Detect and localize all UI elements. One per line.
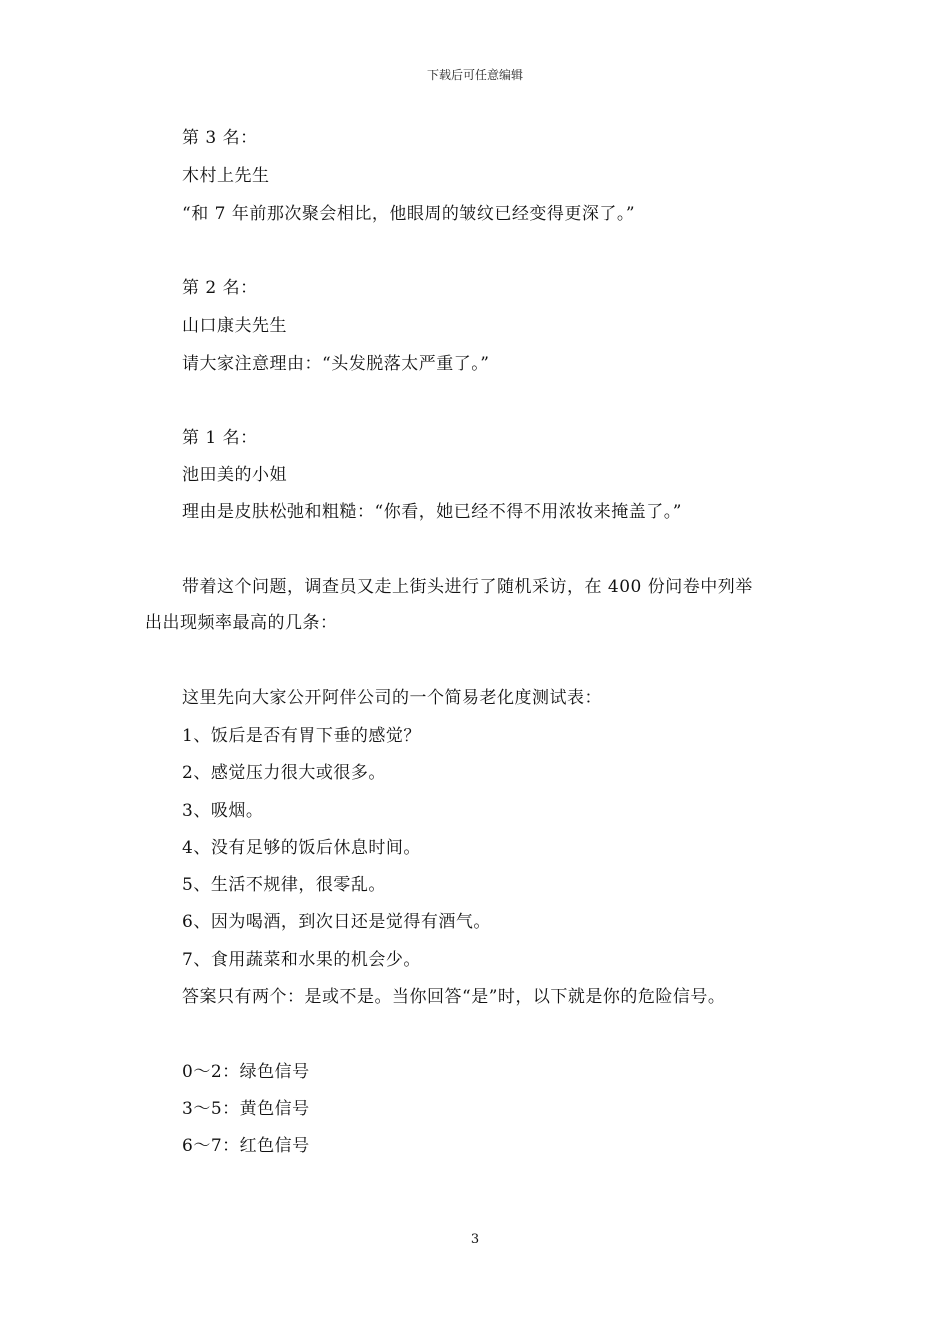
- rank-2-name: 山口康夫先生: [182, 316, 287, 336]
- page-header: 下载后可任意编辑: [426, 68, 523, 82]
- survey-paragraph-line-2: 出出现频率最高的几条：: [145, 613, 338, 633]
- rank-1-name: 池田美的小姐: [182, 465, 287, 485]
- test-item-4: 4、没有足够的饭后休息时间。: [182, 838, 421, 858]
- signal-red: 6～7：红色信号: [182, 1136, 310, 1156]
- rank-3-name: 木村上先生: [182, 166, 270, 186]
- test-item-2: 2、感觉压力很大或很多。: [182, 763, 386, 783]
- test-intro: 这里先向大家公开阿伴公司的一个简易老化度测试表：: [182, 688, 602, 708]
- test-item-7: 7、食用蔬菜和水果的机会少。: [182, 950, 421, 970]
- test-item-1: 1、饭后是否有胃下垂的感觉？: [182, 726, 421, 746]
- test-item-5: 5、生活不规律，很零乱。: [182, 875, 386, 895]
- answer-note: 答案只有两个：是或不是。当你回答“是”时，以下就是你的危险信号。: [182, 987, 726, 1007]
- test-item-3: 3、吸烟。: [182, 801, 264, 821]
- rank-3-quote: “和 7 年前那次聚会相比，他眼周的皱纹已经变得更深了。”: [182, 204, 636, 224]
- test-item-6: 6、因为喝酒，到次日还是觉得有酒气。: [182, 912, 491, 932]
- signal-yellow: 3～5：黄色信号: [182, 1099, 310, 1119]
- rank-2-label: 第 2 名：: [182, 278, 258, 298]
- page-number: 3: [470, 1232, 480, 1247]
- rank-2-quote: 请大家注意理由：“头发脱落太严重了。”: [182, 354, 490, 374]
- rank-1-quote: 理由是皮肤松弛和粗糙：“你看，她已经不得不用浓妆来掩盖了。”: [182, 502, 682, 522]
- survey-paragraph-line-1: 带着这个问题，调查员又走上街头进行了随机采访，在 400 份问卷中列举: [182, 577, 753, 597]
- rank-3-label: 第 3 名：: [182, 128, 258, 148]
- rank-1-label: 第 1 名：: [182, 428, 258, 448]
- signal-green: 0～2：绿色信号: [182, 1062, 310, 1082]
